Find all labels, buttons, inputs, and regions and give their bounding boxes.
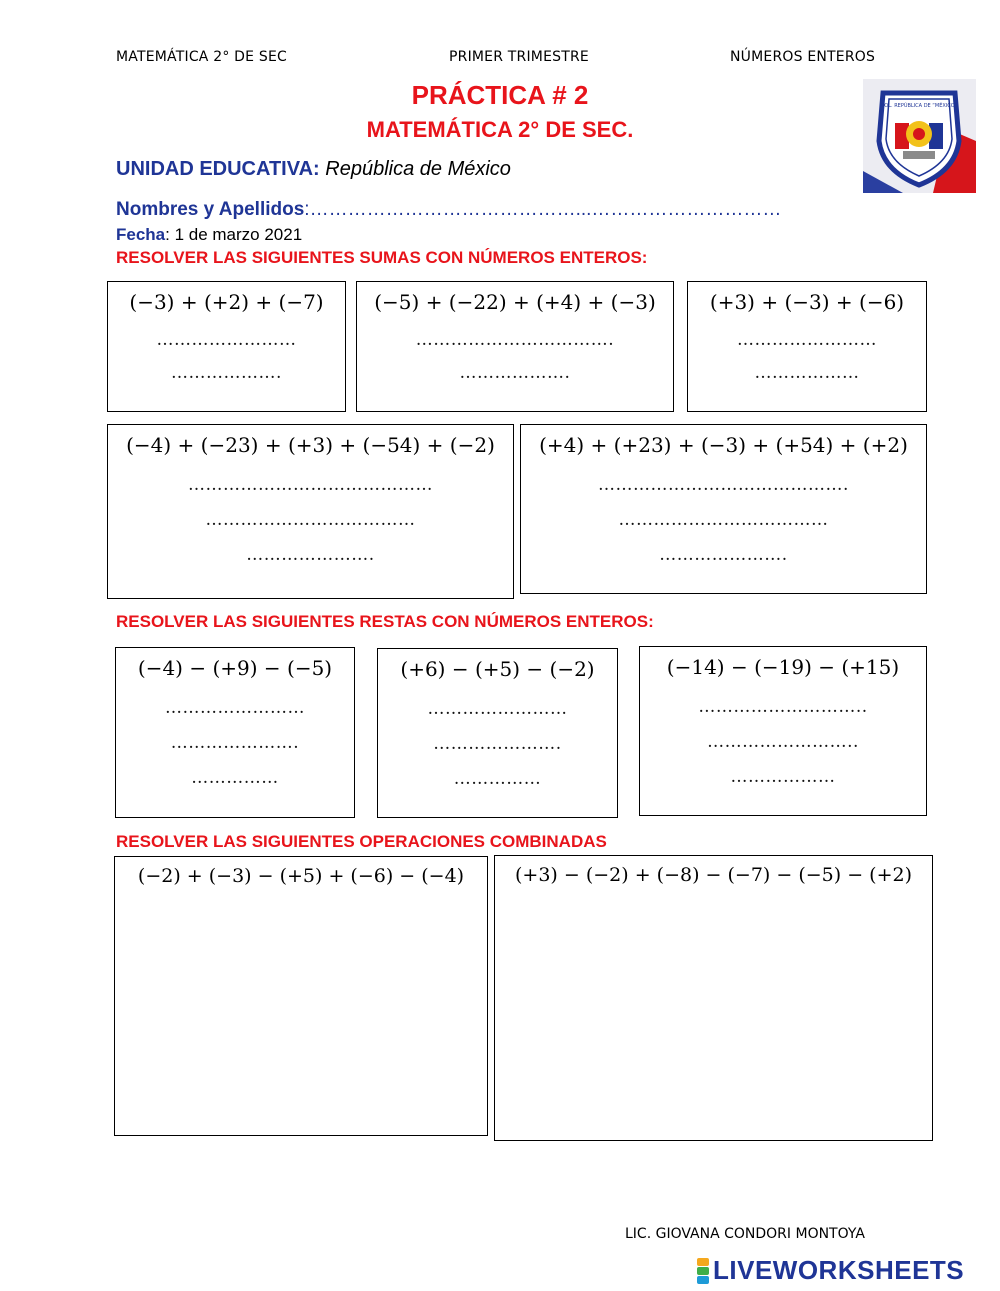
school-crest-logo [863,79,976,193]
combined-heading: RESOLVER LAS SIGUIENTES OPERACIONES COMBINADAS [116,832,607,851]
sub-expression: (−4) − (+9) − (−5) [137,656,333,680]
sub-box-2[interactable] [377,648,618,818]
school-label: UNIDAD EDUCATIVA: [116,158,320,180]
answer-line[interactable]: …………… [191,768,279,788]
answer-line[interactable]: …………………… [427,699,568,719]
date-label: Fecha [116,225,166,244]
names-label: Nombres y Apellidos [116,199,305,220]
answer-line[interactable]: …………………… [165,698,305,718]
answer-line[interactable]: ……………………….. [698,697,868,717]
author-name: LIC. GIOVANA CONDORI MONTOYA [625,1226,865,1242]
sub-box-1[interactable] [115,647,355,818]
school-name: República de México [325,158,511,180]
sum-expression: (−5) + (−22) + (+4) + (−3) [374,290,656,314]
answer-line[interactable]: …………………. [170,733,300,753]
sums-heading: RESOLVER LAS SIGUIENTES SUMAS CON NÚMEROS ENTEROS: [116,248,648,267]
sub-box-3[interactable] [639,646,927,816]
school-line [116,158,511,181]
crest-text: COL. REPÚBLICA DE “MÉXICO” [880,103,958,109]
header-topic: NÚMEROS ENTEROS [730,49,876,65]
sum-box-2[interactable] [356,281,674,412]
answer-line[interactable]: …………………… [737,330,877,350]
sum-expression: (+4) + (+23) + (−3) + (+54) + (+2) [539,433,908,457]
answer-line[interactable]: …………………. [246,545,375,565]
sum-box-3[interactable] [687,281,927,412]
names-line [116,199,781,221]
answer-line[interactable]: ………………. [171,363,282,383]
page-title: PRÁCTICA # 2 [411,80,589,110]
names-fill[interactable]: :……………………………………...………………………… [304,199,782,220]
answer-line[interactable]: ……………………………… [205,510,416,530]
answer-line[interactable]: …………………………………… [188,475,433,495]
answer-line[interactable]: ……………………………… [618,510,829,530]
answer-line[interactable]: …………………….. [707,732,859,752]
date-value: : 1 de marzo 2021 [165,225,303,244]
header-term: PRIMER TRIMESTRE [449,49,589,65]
answer-line[interactable]: ………………. [459,363,571,383]
answer-line[interactable]: ……………………………. [415,330,615,350]
header-subject: MATEMÁTICA 2° DE SEC [116,49,287,65]
sum-box-1[interactable] [107,281,346,412]
answer-line[interactable]: ……………… [730,767,836,787]
sum-box-5[interactable] [520,424,927,594]
answer-line[interactable]: …………………. [433,734,562,754]
answer-line[interactable]: ……………… [754,363,860,383]
combined-expression: (+3) − (−2) + (−8) − (−7) − (−5) − (+2) [515,864,912,886]
page-subtitle: MATEMÁTICA 2° DE SEC. [366,117,634,142]
answer-line[interactable]: …………… [453,769,542,789]
sum-expression: (+3) + (−3) + (−6) [709,290,905,314]
sum-expression: (−3) + (+2) + (−7) [129,290,324,314]
answer-line[interactable]: …………………. [659,545,788,565]
combined-box-2[interactable] [494,855,933,1141]
combined-expression: (−2) + (−3) − (+5) + (−6) − (−4) [137,865,465,887]
answer-line[interactable]: ……………………………………. [598,475,849,495]
sub-expression: (+6) − (+5) − (−2) [400,657,595,681]
liveworksheets-wordmark: LIVEWORKSHEETS [713,1255,965,1285]
combined-box-1[interactable] [114,856,488,1136]
liveworksheets-mark-icon [697,1258,709,1284]
date-line [116,225,302,245]
subs-heading: RESOLVER LAS SIGUIENTES RESTAS CON NÚMEROS ENTEROS: [116,612,654,631]
sum-box-4[interactable] [107,424,514,599]
sub-expression: (−14) − (−19) − (+15) [666,655,900,679]
answer-line[interactable]: …………………… [156,330,297,350]
liveworksheets-logo [697,1255,964,1286]
sum-expression: (−4) + (−23) + (+3) + (−54) + (−2) [126,433,495,457]
